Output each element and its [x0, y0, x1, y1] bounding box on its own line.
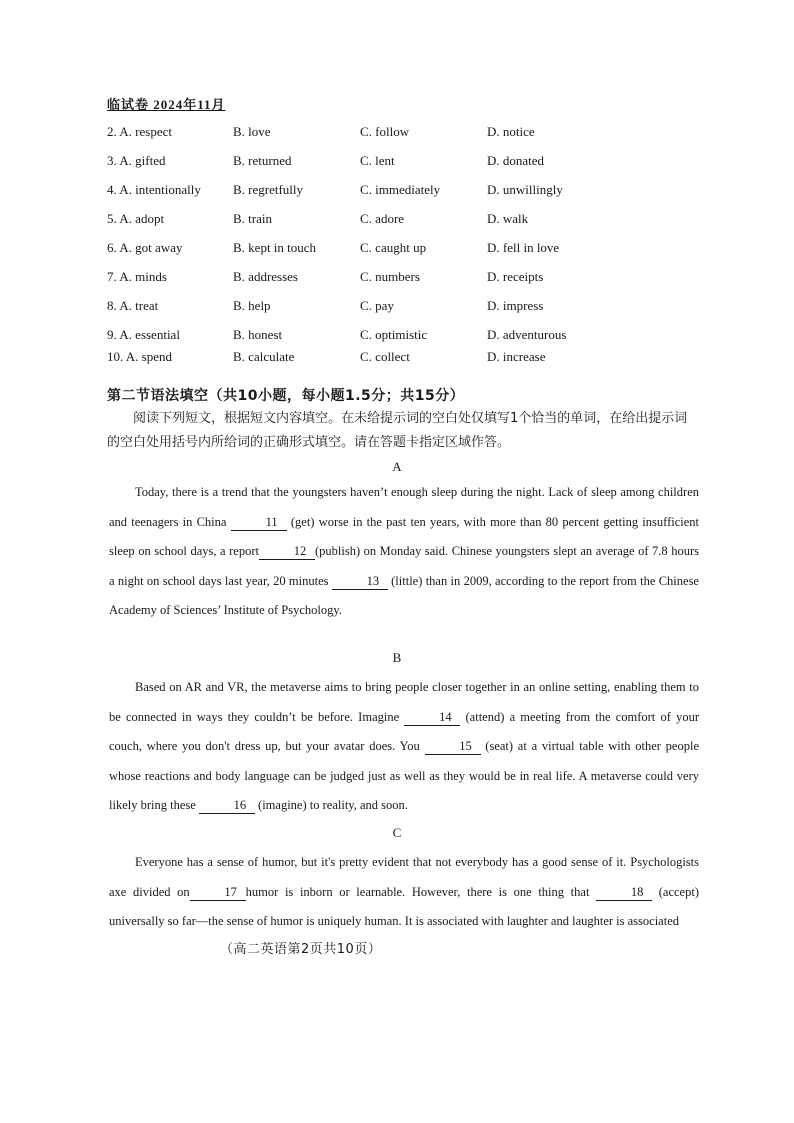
blank-12[interactable]: 12: [259, 543, 315, 560]
option-c: C. pay: [360, 298, 394, 313]
option-d: D. donated: [487, 153, 545, 168]
blank-16[interactable]: 16: [199, 797, 255, 814]
blank-14[interactable]: 14: [404, 709, 460, 726]
option-d: D. fell in love: [487, 240, 560, 255]
option-d: D. impress: [487, 298, 544, 313]
option-d: D. increase: [487, 349, 546, 364]
page-footer: （高二英语第2页共10页）: [220, 942, 382, 957]
option-d: D. receipts: [487, 269, 544, 284]
option-row-7: [107, 269, 707, 298]
passage-text: (imagine) to reality, and soon.: [254, 798, 408, 812]
option-a: 10. A. spend: [107, 349, 172, 364]
option-c: C. collect: [360, 349, 410, 364]
option-a: 2. A. respect: [107, 124, 172, 139]
option-c: C. follow: [360, 124, 410, 139]
passage-b: [109, 673, 699, 821]
option-row-6: [107, 240, 707, 269]
option-b: B. love: [233, 124, 271, 139]
option-d: D. unwillingly: [487, 182, 563, 197]
option-row-10: [107, 349, 707, 378]
passage-text: (seat) at a virtual table with other people whose reactions and body language can be judged just as well as they would be in real life. A metaverse could very likely bring these: [109, 739, 700, 812]
option-a: 7. A. minds: [107, 269, 167, 284]
option-b: B. kept in touch: [233, 240, 317, 255]
option-b: B. help: [233, 298, 271, 313]
passage-c-letter: C: [392, 825, 402, 840]
option-d: D. walk: [487, 211, 529, 226]
passage-text: (publish) on Monday said. Chinese youngsters slept an average of 7.8 hours a night on school days last year, 20 minutes: [109, 544, 699, 588]
passage-text: (little) than in 2009, according to the report from the Chinese Academy of Sciences’ Institute of Psychology.: [109, 573, 699, 617]
option-row-4: [107, 182, 707, 211]
option-b: B. calculate: [233, 349, 295, 364]
option-b: B. honest: [233, 327, 283, 342]
option-row-5: [107, 211, 707, 240]
option-c: C. lent: [360, 153, 395, 168]
passage-c: [109, 848, 699, 937]
option-a: 4. A. intentionally: [107, 182, 201, 197]
option-row-2: [107, 124, 707, 153]
exam-header: 临试卷 2024年11月: [107, 97, 226, 112]
option-a: 6. A. got away: [107, 240, 183, 255]
passage-text: Everyone has a sense of humor, but it's pretty evident that not everybody has a good sense of it. Psychologists axe divided on: [109, 855, 699, 899]
passage-text: (attend) a meeting from the comfort of your couch, where you don't dress up, but your avatar does. You: [109, 709, 699, 753]
option-c: C. caught up: [360, 240, 427, 255]
passage-text: Based on AR and VR, the metaverse aims to bring people closer together in an online setting, enabling them to be connected in ways they couldn’t be before. Imagine: [109, 680, 699, 724]
option-a: 9. A. essential: [107, 327, 180, 342]
option-a: 3. A. gifted: [107, 153, 166, 168]
answer-options: [107, 124, 707, 378]
passage-text: Today, there is a trend that the youngsters haven’t enough sleep during the night. Lack of sleep among children and teenagers in China: [109, 485, 699, 529]
option-c: C. numbers: [360, 269, 420, 284]
option-b: B. addresses: [233, 269, 298, 284]
option-c: C. optimistic: [360, 327, 428, 342]
passage-b-letter: B: [392, 650, 402, 665]
option-b: B. regretfully: [233, 182, 304, 197]
blank-15[interactable]: 15: [425, 738, 481, 755]
option-d: D. notice: [487, 124, 535, 139]
passage-text: humor is inborn or learnable. However, there is one thing that: [245, 884, 597, 899]
option-a: 5. A. adopt: [107, 211, 165, 226]
option-b: B. train: [233, 211, 272, 226]
blank-18[interactable]: 18: [596, 884, 652, 901]
passage-a: [109, 478, 699, 626]
passage-a-letter: A: [392, 459, 402, 474]
option-a: 8. A. treat: [107, 298, 159, 313]
blank-11[interactable]: 11: [231, 514, 287, 531]
option-b: B. returned: [233, 153, 292, 168]
passage-text: (get) worse in the past ten years, with more than 80 percent getting insufficient sleep on school days, a report: [109, 514, 699, 558]
option-c: C. immediately: [360, 182, 441, 197]
blank-17[interactable]: 17: [190, 884, 246, 901]
section-title: 第二节语法填空（共10小题，每小题1.5分；共15分）: [107, 388, 465, 404]
section-instructions: 阅读下列短文，根据短文内容填空。在未给提示词的空白处仅填写1个恰当的单词，在给出提示词的空白处用括号内所给词的正确形式填空。请在答题卡指定区域作答。: [107, 411, 688, 450]
passage-text: (accept) universally so far—the sense of humor is uniquely human. It is associated with laughter and laughter is associated: [109, 884, 699, 928]
option-row-9: [107, 327, 707, 349]
option-d: D. adventurous: [487, 327, 567, 342]
option-row-8: [107, 298, 707, 327]
option-row-3: [107, 153, 707, 182]
blank-13[interactable]: 13: [332, 573, 388, 590]
option-c: C. adore: [360, 211, 405, 226]
